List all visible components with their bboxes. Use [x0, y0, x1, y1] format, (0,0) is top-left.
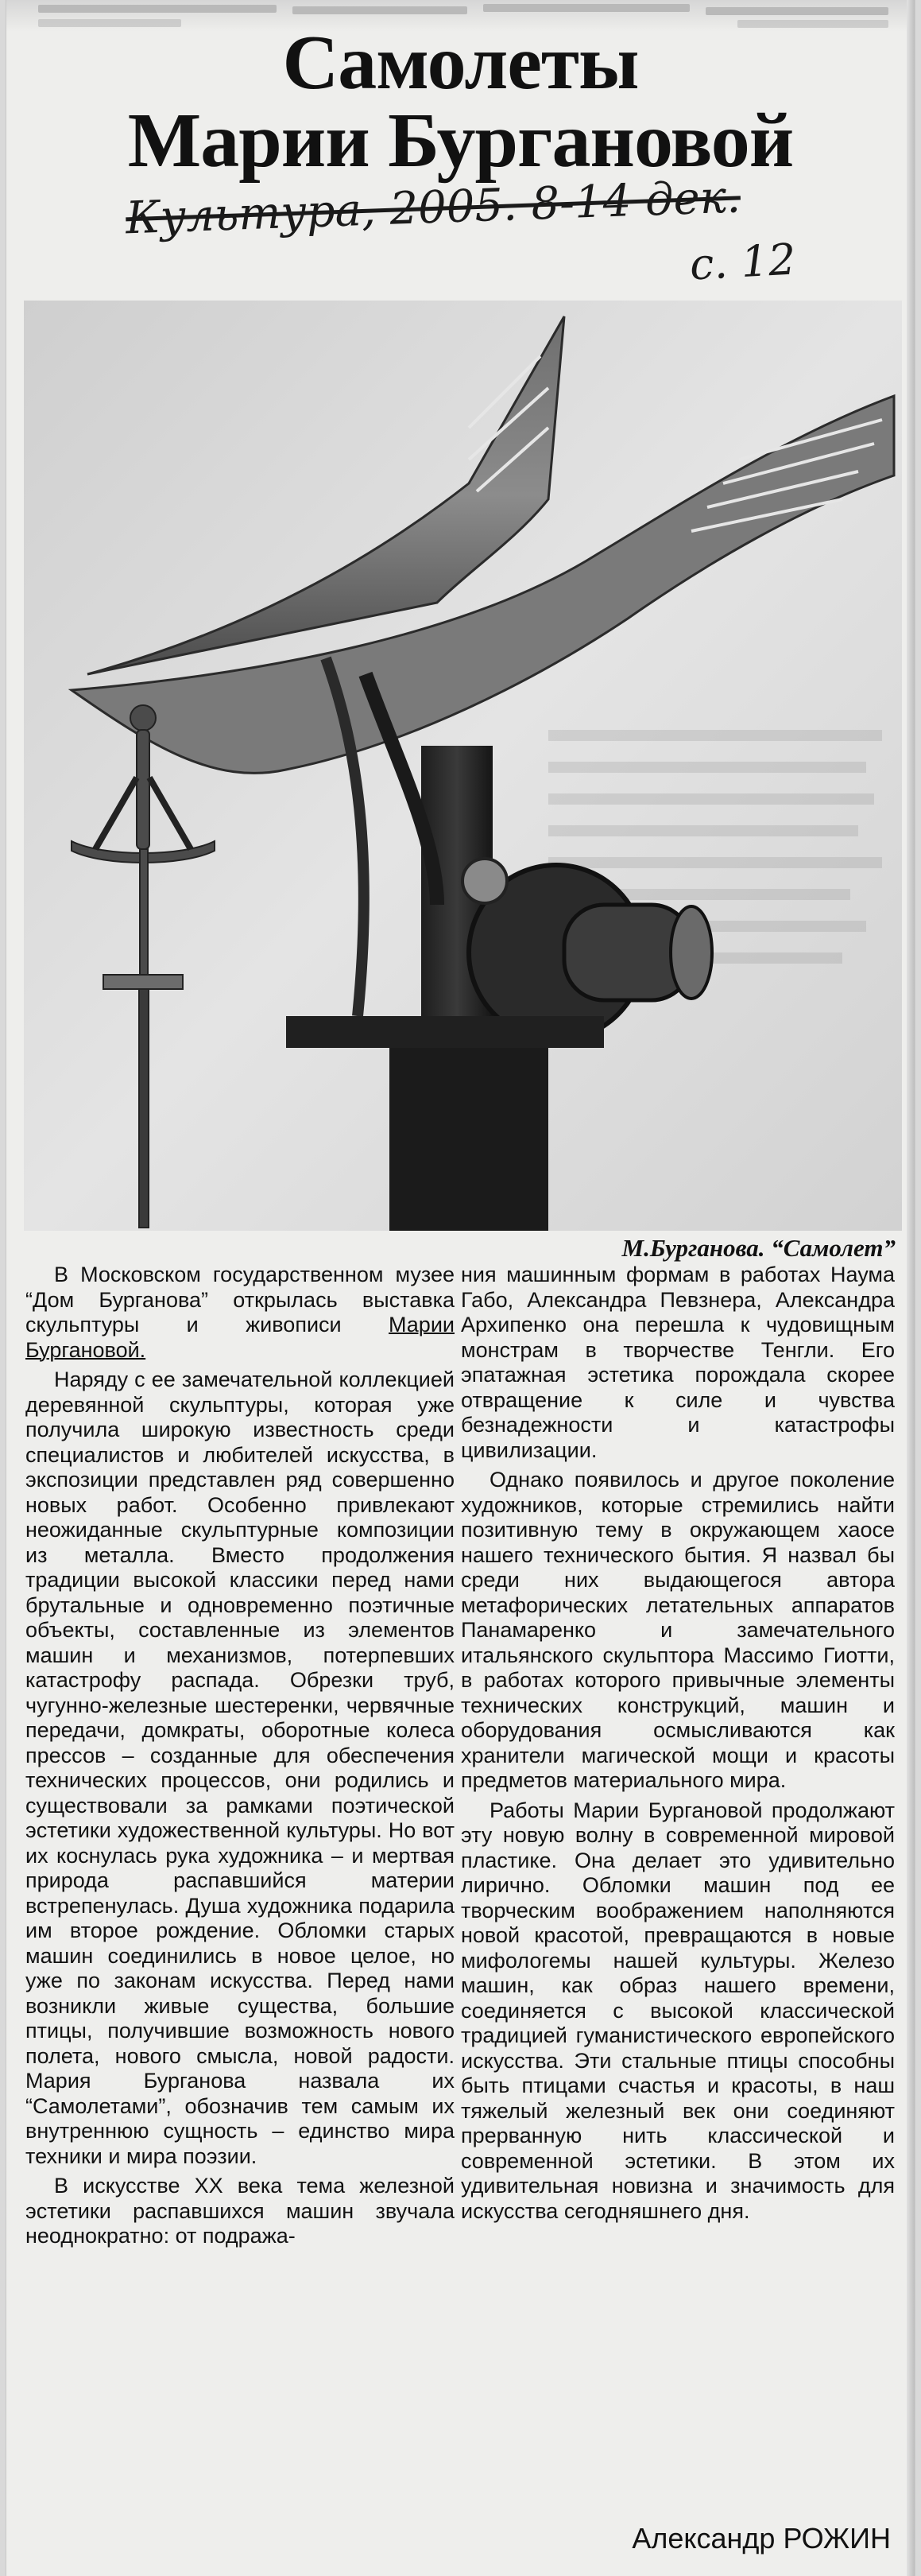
article-paragraph: [25, 1263, 455, 1363]
photo-caption: М.Бурганова. “Самолет”: [621, 1234, 896, 1262]
author-byline: Александр РОЖИН: [632, 2522, 891, 2555]
article-paragraph: [461, 1263, 895, 1463]
article-paragraph: [461, 1798, 895, 2225]
paragraph-text: В искусстве XX века тема железной эстетики распавшихся машин звучала неоднократно: от подража-: [25, 2174, 455, 2248]
title-line-1: Самолеты: [282, 20, 639, 106]
paragraph-text: Наряду с ее замечательной коллекцией деревянной скульптуры, которая уже получила широкую известность среди специалистов и любителей искусства, в экспозиции представлен ряд совершенно новых работ. Особенно привлекают неожиданные скульптурные композиции из металла. Вместо продолжения традиции высокой классики перед нами брутальные и одновременно поэтичные объекты, составленные из элементов машин и механизмов, потерпевших катастрофу распада. Обрезки труб, чугунно-железные шестеренки, червячные передачи, домкраты, оборотные колеса прессов – созданные для обеспечения технических процессов, они родились и существовали за рамками поэтической эстетики художественной культуры. Но вот их коснулась рука художника – и мертвая природа распавшийся материи встрепенулась. Душа художника подарила им второе рождение. Обломки старых машин соединились в новое целое, но уже по законам искусства. Перед нами возникли живые существа, большие птицы, получившие возможность нового полета, нового смысла, новой радости. Мария Бурганова назвала их “Самолетами”, обозначив тем самым их внутреннюю сущность – единство мира техники и мира поэзии.: [25, 1368, 455, 2168]
handwritten-page-note: с. 12: [688, 234, 797, 290]
article-paragraph: [461, 1468, 895, 1794]
newspaper-clipping: [6, 0, 915, 2576]
article-paragraph: [25, 1368, 455, 2169]
paragraph-text: Работы Марии Бургановой продолжают эту новую волну в современной мировой пластике. Она делает это удивительно лирично. Обломки машин под ее творческим воображением наполняются новой красотой, превращаются в новые мифологемы нашей культуры. Железо машин, как образ нашего времени, соединяется с высокой классической традицией гуманистического европейского искусства. Эти стальные птицы способны быть птицами счастья и красоты, в наш тяжелый железный век они соединяют прерванную нить классической и современной эстетики. В этом их удивительная новизна и значимость для искусства сегодняшнего дня.: [461, 1798, 895, 2223]
paragraph-text: Однако появилось и другое поколение художников, которые стремились найти позитивную тему в окружающем хаосе нашего технического бытия. Я назвал бы среди них выдающегося автора метафорических летательных аппаратов Панамаренко и замечательного итальянского скульптора Массимо Гиотти, в работах которого привычные элементы технических конструкций, машин и оборудования осмысливаются как хранители магической мощи и красоты предметов материального мира.: [461, 1468, 895, 1792]
sculpture-photo: [24, 301, 902, 1231]
article-paragraph: [25, 2174, 455, 2249]
handwritten-source-note: Культура, 2005. 8-14 дек.: [125, 171, 741, 245]
article-column-right: [461, 1263, 895, 2229]
article-title: [6, 20, 915, 184]
article-column-left: [25, 1263, 455, 2254]
paragraph-text: В Московском государственном музее “Дом Бурганова” открылась выставка скульптуры и живописи: [25, 1263, 455, 1336]
title-line-2: Марии Бургановой: [127, 98, 794, 184]
underlined-phrase: Марии Бургановой.: [25, 1313, 455, 1362]
clipping-edge: [907, 0, 915, 2576]
paragraph-text: ния машинным формам в работах Наума Габо, Александра Певзнера, Александра Архипенко она перешла к чудовищным монстрам в творчестве Тенгли. Его эпатажная эстетика порождала скорее отвращение к силе и чувства безнадежности и катастрофы цивилизации.: [461, 1263, 895, 1462]
